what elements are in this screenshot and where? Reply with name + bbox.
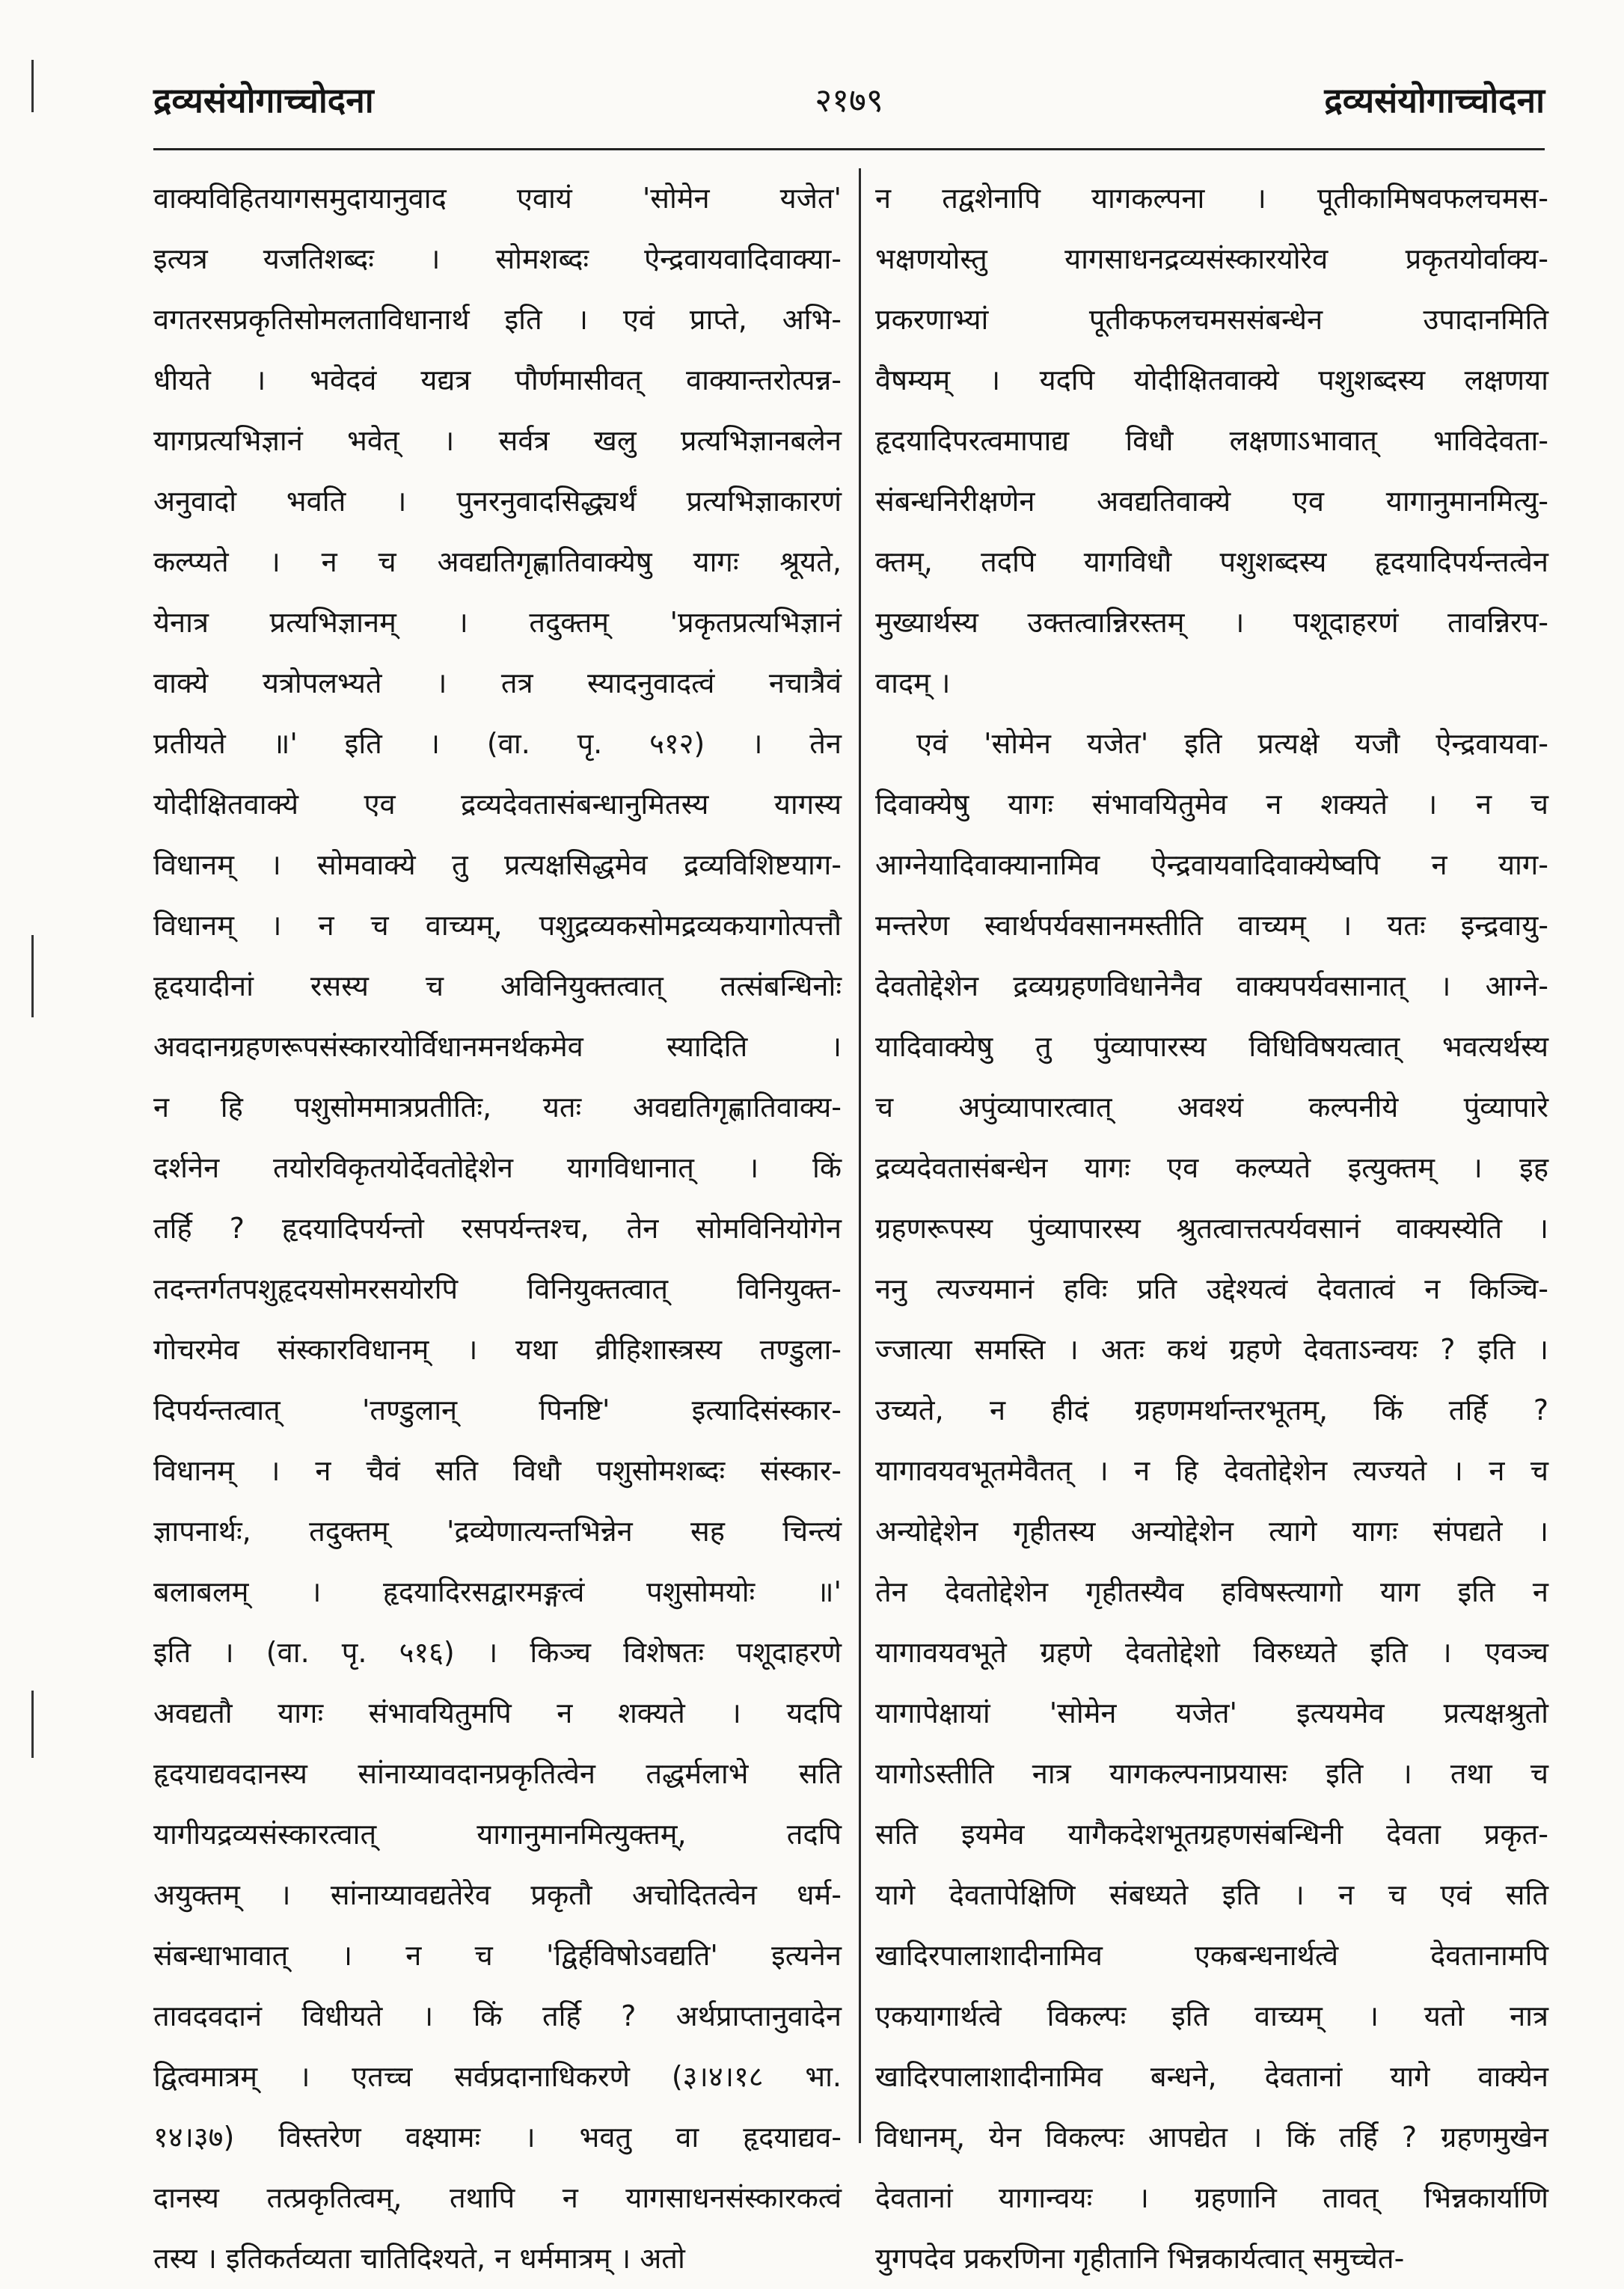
text-line: संबन्धनिरीक्षणेन अवद्यतिवाक्ये एव यागानुमानमित्यु- [875,485,1548,518]
text-line: भक्षणयोस्तु यागसाधनद्रव्यसंस्कारयोरेव प्रकृतयोर्वाक्य- [875,242,1548,275]
text-line: विधानम्, येन विकल्पः आपद्येत । किं तर्हि ? ग्रहणमुखेन [875,2121,1548,2154]
text-line: अवदानग्रहणरूपसंस्कारयोर्विधानमनर्थकमेव स्यादिति । [153,1030,842,1063]
text-line: यागावयवभूतमेवैतत् । न हि देवतोद्देशेन त्यज्यते । न च [875,1454,1548,1487]
text-line: ग्रहणरूपस्य पुंव्यापारस्य श्रुतत्वात्तत्पर्यवसानं वाक्यस्येति । [875,1212,1548,1245]
text-line: खादिरपालाशादीनामिव बन्धने, देवतानां यागे वाक्येन [875,2060,1548,2093]
column-divider [859,168,861,2143]
text-line: प्रतीयते ॥' इति । (वा. पृ. ५१२) । तेन [153,727,842,760]
text-line: तावदवदानं विधीयते । किं तर्हि ? अर्थप्राप्तानुवादेन [153,2000,842,2032]
text-line: यागापेक्षायां 'सोमेन यजेत' इत्ययमेव प्रत्यक्षश्रुतो [875,1697,1548,1729]
text-line: एवं 'सोमेन यजेत' इति प्रत्यक्षे यजौ ऐन्द्रवायवा- [916,727,1548,760]
margin-mark-upper [31,935,34,1017]
text-line: हृदयादिपरत्वमापाद्य विधौ लक्षणाऽभावात् भाविदेवता- [875,424,1548,457]
text-line: दिपर्यन्तत्वात् 'तण्डुलान् पिनष्टि' इत्यादिसंस्कार- [153,1394,842,1427]
text-line: प्रकरणाभ्यां पूतीकफलचमससंबन्धेन उपादानमिति [875,303,1548,336]
text-line: यागप्रत्यभिज्ञानं भवेत् । सर्वत्र खलु प्रत्यभिज्ञानबलेन [153,424,842,457]
text-line: न हि पशुसोममात्रप्रतीतिः, यतः अवद्यतिगृह्णातिवाक्य- [153,1091,842,1124]
margin-mark-top [31,60,34,112]
right-column [875,168,1548,2275]
text-line: खादिरपालाशादीनामिव एकबन्धनार्थत्वे देवतानामपि [875,1939,1548,1972]
left-column [153,168,842,2275]
running-title-right: द्रव्यसंयोगाच्चोदना [1324,80,1545,120]
text-line: देवतानां यागान्वयः । ग्रहणानि तावत् भिन्नकार्याणि [875,2181,1548,2214]
text-line: ज्ञापनार्थः, तदुक्तम् 'द्रव्येणात्यन्तभिन्नेन सह चिन्त्यं [153,1515,842,1548]
text-line: वैषम्यम् । यदपि योदीक्षितवाक्ये पशुशब्दस्य लक्षणया [875,364,1548,396]
text-line: इत्यत्र यजतिशब्दः । सोमशब्दः ऐन्द्रवायवादिवाक्या- [153,242,842,275]
text-line: वाक्यविहितयागसमुदायानुवाद एवायं 'सोमेन यजेत' [153,182,842,215]
text-line: कल्प्यते । न च अवद्यतिगृह्णातिवाक्येषु यागः श्रूयते, [153,545,842,578]
margin-mark-lower [31,1691,34,1758]
text-line: एकयागार्थत्वे विकल्पः इति वाच्यम् । यतो नात्र [875,2000,1548,2032]
text-line: च अपुंव्यापारत्वात् अवश्यं कल्पनीये पुंव्यापारे [875,1091,1548,1124]
text-line: वादम् । [875,667,951,699]
text-line: तेन देवतोद्देशेन गृहीतस्यैव हविषस्त्यागो याग इति न [875,1575,1548,1608]
text-line: विधानम् । न चैवं सति विधौ पशुसोमशब्दः संस्कार- [153,1454,842,1487]
text-line: यागीयद्रव्यसंस्कारत्वात् यागानुमानमित्युक्तम्, तदपि [153,1818,842,1851]
text-line: यागावयवभूते ग्रहणे देवतोद्देशो विरुध्यते इति । एवञ्च [875,1636,1548,1669]
running-title-left: द्रव्यसंयोगाच्चोदना [153,80,374,120]
text-line: यागे देवतापेक्षिणि संबध्यते इति । न च एवं सति [875,1878,1548,1911]
text-line: विधानम् । न च वाच्यम्, पशुद्रव्यकसोमद्रव्यकयागोत्पत्तौ [153,909,842,942]
text-line: ननु त्यज्यमानं हविः प्रति उद्देश्यत्वं देवतात्वं न किञ्चि- [875,1272,1548,1305]
text-line: मुख्यार्थस्य उक्तत्वान्निरस्तम् । पशूदाहरणं तावन्निरप- [875,606,1548,639]
text-line: अयुक्तम् । सांनाय्यावद्यतेरेव प्रकृतौ अचोदितत्वेन धर्म- [153,1878,842,1911]
text-line: योदीक्षितवाक्ये एव द्रव्यदेवतासंबन्धानुमितस्य यागस्य [153,788,842,821]
text-line: दिवाक्येषु यागः संभावयितुमेव न शक्यते । न च [875,788,1548,821]
text-line: द्वित्वमात्रम् । एतच्च सर्वप्रदानाधिकरणे (३।४।१८ भा. [153,2060,842,2093]
text-line: धीयते । भवेदवं यद्यत्र पौर्णमासीवत् वाक्यान्तरोत्पन्न- [153,364,842,396]
text-line: संबन्धाभावात् । न च 'द्विर्हविषोऽवद्यति' इत्यनेन [153,1939,842,1972]
text-line: दानस्य तत्प्रकृतित्वम्, तथापि न यागसाधनसंस्कारकत्वं [153,2181,842,2214]
text-line: ज्जात्या समस्ति । अतः कथं ग्रहणे देवताऽन्वयः ? इति । [875,1333,1548,1366]
text-line: वाक्ये यत्रोपलभ्यते । तत्र स्यादनुवादत्वं नचात्रैवं [153,667,842,699]
text-line: अवद्यतौ यागः संभावयितुमपि न शक्यते । यदपि [153,1697,842,1729]
text-line: आग्नेयादिवाक्यानामिव ऐन्द्रवायवादिवाक्येष्वपि न याग- [875,848,1548,881]
text-line: क्तम्, तदपि यागविधौ पशुशब्दस्य हृदयादिपर्यन्तत्वेन [875,545,1548,578]
text-line: येनात्र प्रत्यभिज्ञानम् । तदुक्तम् 'प्रकृतप्रत्यभिज्ञानं [153,606,842,639]
text-line: बलाबलम् । हृदयादिरसद्वारमङ्गत्वं पशुसोमयोः ॥' [153,1575,842,1608]
text-line: तस्य । इतिकर्तव्यता चातिदिश्यते, न धर्ममात्रम् । अतो [153,2242,685,2275]
text-line: यादिवाक्येषु तु पुंव्यापारस्य विधिविषयत्वात् भवत्यर्थस्य [875,1030,1548,1063]
text-line: गोचरमेव संस्कारविधानम् । यथा व्रीहिशास्त्रस्य तण्डुला- [153,1333,842,1366]
text-line: इति । (वा. पृ. ५१६) । किञ्च विशेषतः पशूदाहरणे [153,1636,842,1669]
text-line: युगपदेव प्रकरणिना गृहीतानि भिन्नकार्यत्वात् समुच्चेत- [875,2242,1405,2275]
text-line: सति इयमेव यागैकदेशभूतग्रहणसंबन्धिनी देवता प्रकृत- [875,1818,1548,1851]
text-line: तदन्तर्गतपशुहृदयसोमरसयोरपि विनियुक्तत्वात् विनियुक्त- [153,1272,842,1305]
text-line: वगतरसप्रकृतिसोमलताविधानार्थ इति । एवं प्राप्ते, अभि- [153,303,842,336]
text-line: मन्तरेण स्वार्थपर्यवसानमस्तीति वाच्यम् । यतः इन्द्रवायु- [875,909,1548,942]
text-line: तर्हि ? हृदयादिपर्यन्तो रसपर्यन्तश्च, तेन सोमविनियोगेन [153,1212,842,1245]
text-line: १४।३७) विस्तरेण वक्ष्यामः । भवतु वा हृदयाद्यव- [153,2121,842,2154]
text-line: विधानम् । सोमवाक्ये तु प्रत्यक्षसिद्धमेव द्रव्यविशिष्टयाग- [153,848,842,881]
text-line: हृदयाद्यवदानस्य सांनाय्यावदानप्रकृतित्वेन तद्धर्मलाभे सति [153,1757,842,1790]
text-line: देवतोद्देशेन द्रव्यग्रहणविधानेनैव वाक्यपर्यवसानात् । आग्ने- [875,969,1548,1002]
text-line: दर्शनेन तयोरविकृतयोर्देवतोद्देशेन यागविधानात् । किं [153,1151,842,1184]
text-line: अन्योद्देशेन गृहीतस्य अन्योद्देशेन त्यागे यागः संपद्यते । [875,1515,1548,1548]
text-line: हृदयादीनां रसस्य च अविनियुक्तत्वात् तत्संबन्धिनोः [153,969,842,1002]
text-line: यागोऽस्तीति नात्र यागकल्पनाप्रयासः इति । तथा च [875,1757,1548,1790]
text-line: अनुवादो भवति । पुनरनुवादसिद्ध्यर्थं प्रत्यभिज्ञाकारणं [153,485,842,518]
text-line: उच्यते, न हीदं ग्रहणमर्थान्तरभूतम्, किं तर्हि ? [875,1394,1548,1427]
text-line: द्रव्यदेवतासंबन्धेन यागः एव कल्प्यते इत्युक्तम् । इह [875,1151,1548,1184]
text-line: न तद्वशेनापि यागकल्पना । पूतीकामिषवफलचमस- [875,182,1548,215]
header-rule [153,148,1545,150]
page-header [153,69,1545,129]
page-number: २१७९ [815,82,883,120]
